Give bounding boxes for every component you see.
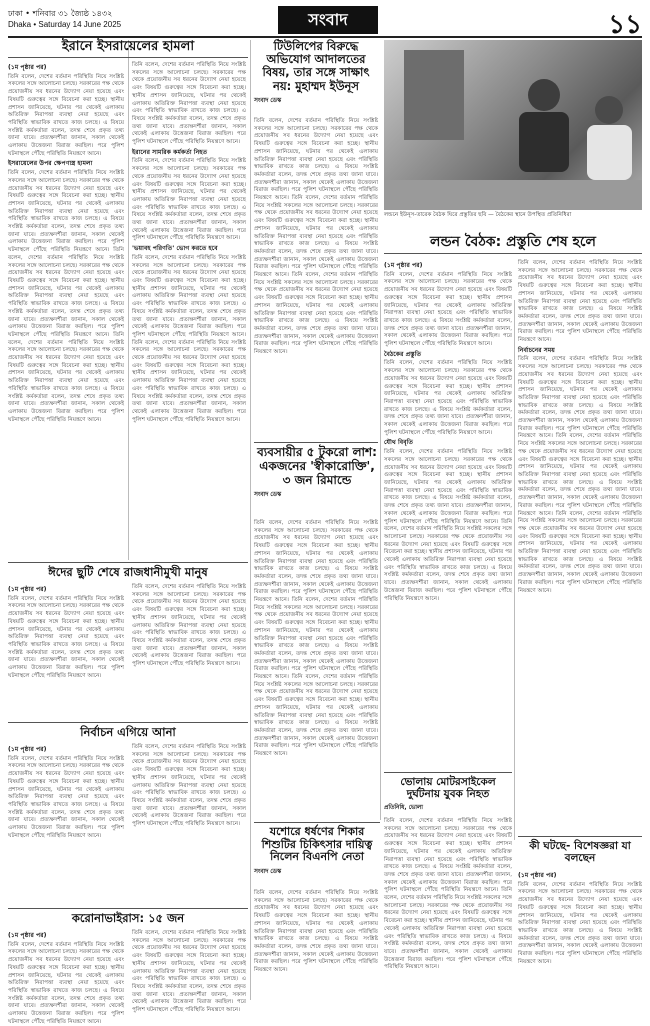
article-london-column-2 <box>518 260 642 834</box>
body-text: তিনি বলেন, দেশের বর্তমান পরিস্থিতি নিয়ে সংশ্লিষ্ট সকলের সঙ্গে আলোচনা চলছে। সরকারের পক্ষ থেকে প্রয়োজনীয় সব ধরনের উদ্যোগ নেয়া হয়েছে এবং বিষয়টি গুরুত্বের সঙ্গে বিবেচনা করা হচ্ছে। স্থানীয় প্রশাসন জানিয়েছে, ঘটনার পর থেকেই এলাকায় অতিরিক্ত নিরাপত্তা ব্যবস্থা নেয়া হয়েছে এবং পরিস্থিতি স্বাভাবিক রাখতে কাজ চলছে। এ বিষয়ে সংশ্লিষ্ট কর্মকর্তারা বলেন, তদন্ত শেষে প্রকৃত তথ্য জানা যাবে। প্রত্যক্ষদর্শীরা জানান, সকাল থেকেই এলাকায় উত্তেজনা বিরাজ করছিল। পরে পুলিশ ঘটনাস্থলে পৌঁছে পরিস্থিতি নিয়ন্ত্রণে আনে। <box>8 755 124 839</box>
article-sacks <box>254 446 380 500</box>
headline: ইরানে ইসরায়েলের হামলা <box>8 40 248 58</box>
article-eid-column-1 <box>8 584 124 720</box>
continued-label: (১ম পৃষ্ঠার পর) <box>8 932 47 939</box>
article-eid-column-2 <box>132 584 246 720</box>
article-bhola-column-1 <box>384 818 512 1006</box>
photo-illustration <box>384 40 642 210</box>
body-text: তিনি বলেন, দেশের বর্তমান পরিস্থিতি নিয়ে সংশ্লিষ্ট সকলের সঙ্গে আলোচনা চলছে। সরকারের পক্ষ থেকে প্রয়োজনীয় সব ধরনের উদ্যোগ নেয়া হয়েছে এবং বিষয়টি গুরুত্বের সঙ্গে বিবেচনা করা হচ্ছে। স্থানীয় প্রশাসন জানিয়েছে, ঘটনার পর থেকেই এলাকায় অতিরিক্ত নিরাপত্তা ব্যবস্থা নেয়া হয়েছে এবং পরিস্থিতি স্বাভাবিক রাখতে কাজ চলছে। এ বিষয়ে সংশ্লিষ্ট কর্মকর্তারা বলেন, তদন্ত শেষে প্রকৃত তথ্য জানা যাবে। প্রত্যক্ষদর্শীরা জানান, সকাল থেকেই এলাকায় উত্তেজনা বিরাজ করছিল। পরে পুলিশ ঘটনাস্থলে পৌঁছে পরিস্থিতি নিয়ন্ত্রণে আনে। <box>384 271 512 348</box>
article-sacks-column-1 <box>254 520 378 820</box>
dateline-english: Dhaka • Saturday 14 June 2025 <box>8 20 122 29</box>
body-text: তিনি বলেন, দেশের বর্তমান পরিস্থিতি নিয়ে সংশ্লিষ্ট সকলের সঙ্গে আলোচনা চলছে। সরকারের পক্ষ থেকে প্রয়োজনীয় সব ধরনের উদ্যোগ নেয়া হয়েছে এবং বিষয়টি গুরুত্বের সঙ্গে বিবেচনা করা হচ্ছে। স্থানীয় প্রশাসন জানিয়েছে, ঘটনার পর থেকেই এলাকায় অতিরিক্ত নিরাপত্তা ব্যবস্থা নেয়া হয়েছে এবং পরিস্থিতি স্বাভাবিক রাখতে কাজ চলছে। এ বিষয়ে সংশ্লিষ্ট কর্মকর্তারা বলেন, তদন্ত শেষে প্রকৃত তথ্য জানা যাবে। প্রত্যক্ষদর্শীরা জানান, সকাল থেকেই এলাকায় উত্তেজনা বিরাজ করছিল। পরে পুলিশ ঘটনাস্থলে পৌঁছে পরিস্থিতি নিয়ন্ত্রণে আনে। <box>132 744 246 828</box>
byline: সংবাদ ডেস্ক <box>254 97 282 104</box>
section-divider <box>8 908 248 909</box>
article-covid-column-1 <box>8 930 124 1025</box>
body-text: তিনি বলেন, দেশের বর্তমান পরিস্থিতি নিয়ে সংশ্লিষ্ট সকলের সঙ্গে আলোচনা চলছে। সরকারের পক্ষ থেকে প্রয়োজনীয় সব ধরনের উদ্যোগ নেয়া হয়েছে এবং বিষয়টি গুরুত্বের সঙ্গে বিবেচনা করা হচ্ছে। স্থানীয় প্রশাসন জানিয়েছে, ঘটনার পর থেকেই এলাকায় অতিরিক্ত নিরাপত্তা ব্যবস্থা নেয়া হয়েছে এবং পরিস্থিতি স্বাভাবিক রাখতে কাজ চলছে। এ বিষয়ে সংশ্লিষ্ট কর্মকর্তারা বলেন, তদন্ত শেষে প্রকৃত তথ্য জানা যাবে। প্রত্যক্ষদর্শীরা জানান, সকাল থেকেই এলাকায় উত্তেজনা বিরাজ করছিল। পরে পুলিশ ঘটনাস্থলে পৌঁছে পরিস্থিতি নিয়ন্ত্রণে আনে। <box>8 595 124 679</box>
body-text: তিনি বলেন, দেশের বর্তমান পরিস্থিতি নিয়ে সংশ্লিষ্ট সকলের সঙ্গে আলোচনা চলছে। সরকারের পক্ষ থেকে প্রয়োজনীয় সব ধরনের উদ্যোগ নেয়া হয়েছে এবং বিষয়টি গুরুত্বের সঙ্গে বিবেচনা করা হচ্ছে। স্থানীয় প্রশাসন জানিয়েছে, ঘটনার পর থেকেই এলাকায় অতিরিক্ত নিরাপত্তা ব্যবস্থা নেয়া হয়েছে এবং পরিস্থিতি স্বাভাবিক রাখতে কাজ চলছে। এ বিষয়ে সংশ্লিষ্ট কর্মকর্তারা বলেন, তদন্ত শেষে প্রকৃত তথ্য জানা যাবে। প্রত্যক্ষদর্শীরা জানান, সকাল থেকেই এলাকায় উত্তেজনা বিরাজ করছিল। পরে পুলিশ ঘটনাস্থলে পৌঁছে পরিস্থিতি নিয়ন্ত্রণে আনে। <box>254 674 379 758</box>
body-text: তিনি বলেন, দেশের বর্তমান পরিস্থিতি নিয়ে সংশ্লিষ্ট সকলের সঙ্গে আলোচনা চলছে। সরকারের পক্ষ থেকে প্রয়োজনীয় সব ধরনের উদ্যোগ নেয়া হয়েছে এবং বিষয়টি গুরুত্বের সঙ্গে বিবেচনা করা হচ্ছে। স্থানীয় প্রশাসন জানিয়েছে, ঘটনার পর থেকেই এলাকায় অতিরিক্ত নিরাপত্তা ব্যবস্থা নেয়া হয়েছে এবং পরিস্থিতি স্বাভাবিক রাখতে কাজ চলছে। এ বিষয়ে সংশ্লিষ্ট কর্মকর্তারা বলেন, তদন্ত শেষে প্রকৃত তথ্য জানা যাবে। প্রত্যক্ষদর্শীরা জানান, সকাল থেকেই এলাকায় উত্তেজনা বিরাজ করছিল। পরে পুলিশ ঘটনাস্থলে পৌঁছে পরিস্থিতি নিয়ন্ত্রণে আনে। <box>132 158 246 242</box>
article-london-column-1 <box>384 260 512 770</box>
subheading: ইসরায়েলের উপর ক্ষেপণাস্ত্র হামলা <box>8 160 93 168</box>
subheading: ইরানের সামরিক কর্মকর্তা নিহত <box>132 148 208 156</box>
body-text: তিনি বলেন, দেশের বর্তমান পরিস্থিতি নিয়ে সংশ্লিষ্ট সকলের সঙ্গে আলোচনা চলছে। সরকারের পক্ষ থেকে প্রয়োজনীয় সব ধরনের উদ্যোগ নেয়া হয়েছে এবং বিষয়টি গুরুত্বের সঙ্গে বিবেচনা করা হচ্ছে। স্থানীয় প্রশাসন জানিয়েছে, ঘটনার পর থেকেই এলাকায় অতিরিক্ত নিরাপত্তা ব্যবস্থা নেয়া হয়েছে এবং পরিস্থিতি স্বাভাবিক রাখতে কাজ চলছে। এ বিষয়ে সংশ্লিষ্ট কর্মকর্তারা বলেন, তদন্ত শেষে প্রকৃত তথ্য জানা যাবে। প্রত্যক্ষদর্শীরা জানান, সকাল থেকেই এলাকায় উত্তেজনা বিরাজ করছিল। পরে পুলিশ ঘটনাস্থলে পৌঁছে পরিস্থিতি নিয়ন্ত্রণে আনে। <box>8 941 124 1025</box>
body-text: তিনি বলেন, দেশের বর্তমান পরিস্থিতি নিয়ে সংশ্লিষ্ট সকলের সঙ্গে আলোচনা চলছে। সরকারের পক্ষ থেকে প্রয়োজনীয় সব ধরনের উদ্যোগ নেয়া হয়েছে এবং বিষয়টি গুরুত্বের সঙ্গে বিবেচনা করা হচ্ছে। স্থানীয় প্রশাসন জানিয়েছে, ঘটনার পর থেকেই এলাকায় অতিরিক্ত নিরাপত্তা ব্যবস্থা নেয়া হয়েছে এবং পরিস্থিতি স্বাভাবিক রাখতে কাজ চলছে। এ বিষয়ে সংশ্লিষ্ট কর্মকর্তারা বলেন, তদন্ত শেষে প্রকৃত তথ্য জানা যাবে। প্রত্যক্ষদর্শীরা জানান, সকাল থেকেই এলাকায় উত্তেজনা বিরাজ করছিল। পরে পুলিশ ঘটনাস্থলে পৌঁছে পরিস্থিতি নিয়ন্ত্রণে আনে। <box>518 260 642 344</box>
continued-label: (১ম পৃষ্ঠার পর) <box>518 872 557 879</box>
body-text: তিনি বলেন, দেশের বর্তমান পরিস্থিতি নিয়ে সংশ্লিষ্ট সকলের সঙ্গে আলোচনা চলছে। সরকারের পক্ষ থেকে প্রয়োজনীয় সব ধরনের উদ্যোগ নেয়া হয়েছে এবং বিষয়টি গুরুত্বের সঙ্গে বিবেচনা করা হচ্ছে। স্থানীয় প্রশাসন জানিয়েছে, ঘটনার পর থেকেই এলাকায় অতিরিক্ত নিরাপত্তা ব্যবস্থা নেয়া হয়েছে এবং পরিস্থিতি স্বাভাবিক রাখতে কাজ চলছে। এ বিষয়ে সংশ্লিষ্ট কর্মকর্তারা বলেন, তদন্ত শেষে প্রকৃত তথ্য জানা যাবে। প্রত্যক্ষদর্শীরা জানান, সকাল থেকেই এলাকায় উত্তেজনা বিরাজ করছিল। পরে পুলিশ ঘটনাস্থলে পৌঁছে পরিস্থিতি নিয়ন্ত্রণে আনে। <box>518 510 643 594</box>
body-text: তিনি বলেন, দেশের বর্তমান পরিস্থিতি নিয়ে সংশ্লিষ্ট সকলের সঙ্গে আলোচনা চলছে। সরকারের পক্ষ থেকে প্রয়োজনীয় সব ধরনের উদ্যোগ নেয়া হয়েছে এবং বিষয়টি গুরুত্বের সঙ্গে বিবেচনা করা হচ্ছে। স্থানীয় প্রশাসন জানিয়েছে, ঘটনার পর থেকেই এলাকায় অতিরিক্ত নিরাপত্তা ব্যবস্থা নেয়া হয়েছে এবং পরিস্থিতি স্বাভাবিক রাখতে কাজ চলছে। এ বিষয়ে সংশ্লিষ্ট কর্মকর্তারা বলেন, তদন্ত শেষে প্রকৃত তথ্য জানা যাবে। প্রত্যক্ষদর্শীরা জানান, সকাল থেকেই এলাকায় উত্তেজনা বিরাজ করছিল। পরে পুলিশ ঘটনাস্থলে পৌঁছে পরিস্থিতি নিয়ন্ত্রণে আনে। <box>384 887 512 971</box>
body-text: তিনি বলেন, দেশের বর্তমান পরিস্থিতি নিয়ে সংশ্লিষ্ট সকলের সঙ্গে আলোচনা চলছে। সরকারের পক্ষ থেকে প্রয়োজনীয় সব ধরনের উদ্যোগ নেয়া হয়েছে এবং বিষয়টি গুরুত্বের সঙ্গে বিবেচনা করা হচ্ছে। স্থানীয় প্রশাসন জানিয়েছে, ঘটনার পর থেকেই এলাকায় অতিরিক্ত নিরাপত্তা ব্যবস্থা নেয়া হয়েছে এবং পরিস্থিতি স্বাভাবিক রাখতে কাজ চলছে। এ বিষয়ে সংশ্লিষ্ট কর্মকর্তারা বলেন, তদন্ত শেষে প্রকৃত তথ্য জানা যাবে। প্রত্যক্ষদর্শীরা জানান, সকাল থেকেই এলাকায় উত্তেজনা বিরাজ করছিল। পরে পুলিশ ঘটনাস্থলে পৌঁছে পরিস্থিতি নিয়ন্ত্রণে আনে। <box>132 62 246 146</box>
body-text: তিনি বলেন, দেশের বর্তমান পরিস্থিতি নিয়ে সংশ্লিষ্ট সকলের সঙ্গে আলোচনা চলছে। সরকারের পক্ষ থেকে প্রয়োজনীয় সব ধরনের উদ্যোগ নেয়া হয়েছে এবং বিষয়টি গুরুত্বের সঙ্গে বিবেচনা করা হচ্ছে। স্থানীয় প্রশাসন জানিয়েছে, ঘটনার পর থেকেই এলাকায় অতিরিক্ত নিরাপত্তা ব্যবস্থা নেয়া হয়েছে এবং পরিস্থিতি স্বাভাবিক রাখতে কাজ চলছে। এ বিষয়ে সংশ্লিষ্ট কর্মকর্তারা বলেন, তদন্ত শেষে প্রকৃত তথ্য জানা যাবে। প্রত্যক্ষদর্শীরা জানান, সকাল থেকেই এলাকায় উত্তেজনা বিরাজ করছিল। পরে পুলিশ ঘটনাস্থলে পৌঁছে পরিস্থিতি নিয়ন্ত্রণে আনে। <box>384 518 512 602</box>
continued-label: (১ম পৃষ্ঠার পর) <box>8 746 47 753</box>
byline: সংবাদ ডেস্ক <box>254 492 282 499</box>
body-text: তিনি বলেন, দেশের বর্তমান পরিস্থিতি নিয়ে সংশ্লিষ্ট সকলের সঙ্গে আলোচনা চলছে। সরকারের পক্ষ থেকে প্রয়োজনীয় সব ধরনের উদ্যোগ নেয়া হয়েছে এবং বিষয়টি গুরুত্বের সঙ্গে বিবেচনা করা হচ্ছে। স্থানীয় প্রশাসন জানিয়েছে, ঘটনার পর থেকেই এলাকায় অতিরিক্ত নিরাপত্তা ব্যবস্থা নেয়া হয়েছে এবং পরিস্থিতি স্বাভাবিক রাখতে কাজ চলছে। এ বিষয়ে সংশ্লিষ্ট কর্মকর্তারা বলেন, তদন্ত শেষে প্রকৃত তথ্য জানা যাবে। প্রত্যক্ষদর্শীরা জানান, সকাল থেকেই এলাকায় উত্তেজনা বিরাজ করছিল। পরে পুলিশ ঘটনাস্থলে পৌঁছে পরিস্থিতি নিয়ন্ত্রণে আনে। <box>518 356 642 440</box>
section-divider <box>254 822 380 823</box>
article-iran <box>8 40 248 58</box>
page-number: ১১ <box>608 10 642 40</box>
subheading: যৌথ বিবৃতি <box>384 439 414 447</box>
continued-label: (১ম পৃষ্ঠার পর) <box>384 262 423 269</box>
byline: প্রতিনিধি, ভোলা <box>384 805 423 812</box>
column-rule <box>128 40 129 560</box>
article-election <box>8 726 248 739</box>
headline: যশোরে ধর্ষণের শিকার শিশুটির চিকিৎসার দায়িত্ব নিলেন বিএনপি নেতা <box>261 825 373 864</box>
body-text: তিনি বলেন, দেশের বর্তমান পরিস্থিতি নিয়ে সংশ্লিষ্ট সকলের সঙ্গে আলোচনা চলছে। সরকারের পক্ষ থেকে প্রয়োজনীয় সব ধরনের উদ্যোগ নেয়া হয়েছে এবং বিষয়টি গুরুত্বের সঙ্গে বিবেচনা করা হচ্ছে। স্থানীয় প্রশাসন জানিয়েছে, ঘটনার পর থেকেই এলাকায় অতিরিক্ত নিরাপত্তা ব্যবস্থা নেয়া হয়েছে এবং পরিস্থিতি স্বাভাবিক রাখতে কাজ চলছে। এ বিষয়ে সংশ্লিষ্ট কর্মকর্তারা বলেন, তদন্ত শেষে প্রকৃত তথ্য জানা যাবে। প্রত্যক্ষদর্শীরা জানান, সকাল থেকেই এলাকায় উত্তেজনা বিরাজ করছিল। পরে পুলিশ ঘটনাস্থলে পৌঁছে পরিস্থিতি নিয়ন্ত্রণে আনে। <box>254 597 379 681</box>
headline: কী ঘটছে- বিশেষজ্ঞরা যা বলছেন <box>529 840 631 865</box>
section-divider <box>384 772 512 773</box>
headline: নির্বাচন এগিয়ে আনা <box>80 725 176 739</box>
body-text: তিনি বলেন, দেশের বর্তমান পরিস্থিতি নিয়ে সংশ্লিষ্ট সকলের সঙ্গে আলোচনা চলছে। সরকারের পক্ষ থেকে প্রয়োজনীয় সব ধরনের উদ্যোগ নেয়া হয়েছে এবং বিষয়টি গুরুত্বের সঙ্গে বিবেচনা করা হচ্ছে। স্থানীয় প্রশাসন জানিয়েছে, ঘটনার পর থেকেই এলাকায় অতিরিক্ত নিরাপত্তা ব্যবস্থা নেয়া হয়েছে এবং পরিস্থিতি স্বাভাবিক রাখতে কাজ চলছে। এ বিষয়ে সংশ্লিষ্ট কর্মকর্তারা বলেন, তদন্ত শেষে প্রকৃত তথ্য জানা যাবে। প্রত্যক্ষদর্শীরা জানান, সকাল থেকেই এলাকায় উত্তেজনা বিরাজ করছিল। পরে পুলিশ ঘটনাস্থলে পৌঁছে পরিস্থিতি নিয়ন্ত্রণে আনে। <box>132 254 246 338</box>
headline: লন্ডন বৈঠক: প্রস্তুতি শেষ হলে <box>384 234 642 254</box>
body-text: তিনি বলেন, দেশের বর্তমান পরিস্থিতি নিয়ে সংশ্লিষ্ট সকলের সঙ্গে আলোচনা চলছে। সরকারের পক্ষ থেকে প্রয়োজনীয় সব ধরনের উদ্যোগ নেয়া হয়েছে এবং বিষয়টি গুরুত্বের সঙ্গে বিবেচনা করা হচ্ছে। স্থানীয় প্রশাসন জানিয়েছে, ঘটনার পর থেকেই এলাকায় অতিরিক্ত নিরাপত্তা ব্যবস্থা নেয়া হয়েছে এবং পরিস্থিতি স্বাভাবিক রাখতে কাজ চলছে। এ বিষয়ে সংশ্লিষ্ট কর্মকর্তারা বলেন, তদন্ত শেষে প্রকৃত তথ্য জানা যাবে। প্রত্যক্ষদর্শীরা জানান, সকাল থেকেই এলাকায় উত্তেজনা বিরাজ করছিল। পরে পুলিশ ঘটনাস্থলে পৌঁছে পরিস্থিতি নিয়ন্ত্রণে আনে। <box>132 339 246 423</box>
article-jessore <box>254 826 380 877</box>
byline: সংবাদ ডেস্ক <box>254 868 282 875</box>
body-text: তিনি বলেন, দেশের বর্তমান পরিস্থিতি নিয়ে সংশ্লিষ্ট সকলের সঙ্গে আলোচনা চলছে। সরকারের পক্ষ থেকে প্রয়োজনীয় সব ধরনের উদ্যোগ নেয়া হয়েছে এবং বিষয়টি গুরুত্বের সঙ্গে বিবেচনা করা হচ্ছে। স্থানীয় প্রশাসন জানিয়েছে, ঘটনার পর থেকেই এলাকায় অতিরিক্ত নিরাপত্তা ব্যবস্থা নেয়া হয়েছে এবং পরিস্থিতি স্বাভাবিক রাখতে কাজ চলছে। এ বিষয়ে সংশ্লিষ্ট কর্মকর্তারা বলেন, তদন্ত শেষে প্রকৃত তথ্য জানা যাবে। প্রত্যক্ষদর্শীরা জানান, সকাল থেকেই এলাকায় উত্তেজনা বিরাজ করছিল। পরে পুলিশ ঘটনাস্থলে পৌঁছে পরিস্থিতি নিয়ন্ত্রণে আনে। <box>518 433 643 517</box>
article-tribunal <box>254 40 378 106</box>
photo-caption: লন্ডনে ইউনূস-তারেক বৈঠক ঘিরে প্রস্তুতির ছবি — বৈঠকের স্থানে উপস্থিত প্রতিনিধিরা <box>384 212 572 218</box>
continued-label: (১ম পৃষ্ঠার পর) <box>8 64 47 71</box>
article-eid <box>8 566 248 579</box>
subheading: 'ভয়াবহ পরিণতি' ভোগ করতে হবে <box>132 245 218 253</box>
article-election-column-1 <box>8 744 124 906</box>
headline: ভোলায় মোটরসাইকেল দুর্ঘটনায় যুবক নিহত <box>400 776 496 801</box>
headline: ব্যবসায়ীর ৫ টুকরো লাশ: একজনের 'স্বীকারোক্তি', ৩ জন রিমান্ডে <box>257 445 377 487</box>
headline: টিউলিপের বিরুদ্ধে অভিযোগ আদালতের বিষয়, তার সঙ্গে সাক্ষাৎ নয়: মুহাম্মদ ইউনূস <box>262 39 370 93</box>
body-text: তিনি বলেন, দেশের বর্তমান পরিস্থিতি নিয়ে সংশ্লিষ্ট সকলের সঙ্গে আলোচনা চলছে। সরকারের পক্ষ থেকে প্রয়োজনীয় সব ধরনের উদ্যোগ নেয়া হয়েছে এবং বিষয়টি গুরুত্বের সঙ্গে বিবেচনা করা হচ্ছে। স্থানীয় প্রশাসন জানিয়েছে, ঘটনার পর থেকেই এলাকায় অতিরিক্ত নিরাপত্তা ব্যবস্থা নেয়া হয়েছে এবং পরিস্থিতি স্বাভাবিক রাখতে কাজ চলছে। এ বিষয়ে সংশ্লিষ্ট কর্মকর্তারা বলেন, তদন্ত শেষে প্রকৃত তথ্য জানা যাবে। প্রত্যক্ষদর্শীরা জানান, সকাল থেকেই এলাকায় উত্তেজনা বিরাজ করছিল। পরে পুলিশ ঘটনাস্থলে পৌঁছে পরিস্থিতি নিয়ন্ত্রণে আনে। <box>8 73 124 157</box>
body-text: তিনি বলেন, দেশের বর্তমান পরিস্থিতি নিয়ে সংশ্লিষ্ট সকলের সঙ্গে আলোচনা চলছে। সরকারের পক্ষ থেকে প্রয়োজনীয় সব ধরনের উদ্যোগ নেয়া হয়েছে এবং বিষয়টি গুরুত্বের সঙ্গে বিবেচনা করা হচ্ছে। স্থানীয় প্রশাসন জানিয়েছে, ঘটনার পর থেকেই এলাকায় অতিরিক্ত নিরাপত্তা ব্যবস্থা নেয়া হয়েছে এবং পরিস্থিতি স্বাভাবিক রাখতে কাজ চলছে। এ বিষয়ে সংশ্লিষ্ট কর্মকর্তারা বলেন, তদন্ত শেষে প্রকৃত তথ্য জানা যাবে। প্রত্যক্ষদর্শীরা জানান, সকাল থেকেই এলাকায় উত্তেজনা বিরাজ করছিল। পরে পুলিশ ঘটনাস্থলে পৌঁছে পরিস্থিতি নিয়ন্ত্রণে আনে। <box>254 118 378 202</box>
article-iran-column-1 <box>8 62 124 558</box>
subheading: বৈঠকের প্রস্তুতি <box>384 350 422 358</box>
column-rule <box>514 300 515 840</box>
article-covid-column-2 <box>132 930 246 1014</box>
body-text: তিনি বলেন, দেশের বর্তমান পরিস্থিতি নিয়ে সংশ্লিষ্ট সকলের সঙ্গে আলোচনা চলছে। সরকারের পক্ষ থেকে প্রয়োজনীয় সব ধরনের উদ্যোগ নেয়া হয়েছে এবং বিষয়টি গুরুত্বের সঙ্গে বিবেচনা করা হচ্ছে। স্থানীয় প্রশাসন জানিয়েছে, ঘটনার পর থেকেই এলাকায় অতিরিক্ত নিরাপত্তা ব্যবস্থা নেয়া হয়েছে এবং পরিস্থিতি স্বাভাবিক রাখতে কাজ চলছে। এ বিষয়ে সংশ্লিষ্ট কর্মকর্তারা বলেন, তদন্ত শেষে প্রকৃত তথ্য জানা যাবে। প্রত্যক্ষদর্শীরা জানান, সকাল থেকেই এলাকায় উত্তেজনা বিরাজ করছিল। পরে পুলিশ ঘটনাস্থলে পৌঁছে পরিস্থিতি নিয়ন্ত্রণে আনে। <box>384 449 512 525</box>
body-text: তিনি বলেন, দেশের বর্তমান পরিস্থিতি নিয়ে সংশ্লিষ্ট সকলের সঙ্গে আলোচনা চলছে। সরকারের পক্ষ থেকে প্রয়োজনীয় সব ধরনের উদ্যোগ নেয়া হয়েছে এবং বিষয়টি গুরুত্বের সঙ্গে বিবেচনা করা হচ্ছে। স্থানীয় প্রশাসন জানিয়েছে, ঘটনার পর থেকেই এলাকায় অতিরিক্ত নিরাপত্তা ব্যবস্থা নেয়া হয়েছে এবং পরিস্থিতি স্বাভাবিক রাখতে কাজ চলছে। এ বিষয়ে সংশ্লিষ্ট কর্মকর্তারা বলেন, তদন্ত শেষে প্রকৃত তথ্য জানা যাবে। প্রত্যক্ষদর্শীরা জানান, সকাল থেকেই এলাকায় উত্তেজনা বিরাজ করছিল। পরে পুলিশ ঘটনাস্থলে পৌঁছে পরিস্থিতি নিয়ন্ত্রণে আনে। <box>254 520 378 604</box>
dateline-bengali: ঢাকা • শনিবার ৩১ জ্যৈষ্ঠ ১৪৩২ <box>8 9 113 18</box>
body-text: তিনি বলেন, দেশের বর্তমান পরিস্থিতি নিয়ে সংশ্লিষ্ট সকলের সঙ্গে আলোচনা চলছে। সরকারের পক্ষ থেকে প্রয়োজনীয় সব ধরনের উদ্যোগ নেয়া হয়েছে এবং বিষয়টি গুরুত্বের সঙ্গে বিবেচনা করা হচ্ছে। স্থানীয় প্রশাসন জানিয়েছে, ঘটনার পর থেকেই এলাকায় অতিরিক্ত নিরাপত্তা ব্যবস্থা নেয়া হয়েছে এবং পরিস্থিতি স্বাভাবিক রাখতে কাজ চলছে। এ বিষয়ে সংশ্লিষ্ট কর্মকর্তারা বলেন, তদন্ত শেষে প্রকৃত তথ্য জানা যাবে। প্রত্যক্ষদর্শীরা জানান, সকাল থেকেই এলাকায় উত্তেজনা বিরাজ করছিল। পরে পুলিশ ঘটনাস্থলে পৌঁছে পরিস্থিতি নিয়ন্ত্রণে আনে। <box>384 818 512 894</box>
article-london <box>384 234 642 254</box>
section-divider <box>8 562 248 563</box>
article-experts <box>518 840 642 864</box>
body-text: তিনি বলেন, দেশের বর্তমান পরিস্থিতি নিয়ে সংশ্লিষ্ট সকলের সঙ্গে আলোচনা চলছে। সরকারের পক্ষ থেকে প্রয়োজনীয় সব ধরনের উদ্যোগ নেয়া হয়েছে এবং বিষয়টি গুরুত্বের সঙ্গে বিবেচনা করা হচ্ছে। স্থানীয় প্রশাসন জানিয়েছে, ঘটনার পর থেকেই এলাকায় অতিরিক্ত নিরাপত্তা ব্যবস্থা নেয়া হয়েছে এবং পরিস্থিতি স্বাভাবিক রাখতে কাজ চলছে। এ বিষয়ে সংশ্লিষ্ট কর্মকর্তারা বলেন, তদন্ত শেষে প্রকৃত তথ্য জানা যাবে। প্রত্যক্ষদর্শীরা জানান, সকাল থেকেই এলাকায় উত্তেজনা বিরাজ করছিল। পরে পুলিশ ঘটনাস্থলে পৌঁছে পরিস্থিতি নিয়ন্ত্রণে আনে। <box>8 331 124 423</box>
body-text: তিনি বলেন, দেশের বর্তমান পরিস্থিতি নিয়ে সংশ্লিষ্ট সকলের সঙ্গে আলোচনা চলছে। সরকারের পক্ষ থেকে প্রয়োজনীয় সব ধরনের উদ্যোগ নেয়া হয়েছে এবং বিষয়টি গুরুত্বের সঙ্গে বিবেচনা করা হচ্ছে। স্থানীয় প্রশাসন জানিয়েছে, ঘটনার পর থেকেই এলাকায় অতিরিক্ত নিরাপত্তা ব্যবস্থা নেয়া হয়েছে এবং পরিস্থিতি স্বাভাবিক রাখতে কাজ চলছে। এ বিষয়ে সংশ্লিষ্ট কর্মকর্তারা বলেন, তদন্ত শেষে প্রকৃত তথ্য জানা যাবে। প্রত্যক্ষদর্শীরা জানান, সকাল থেকেই এলাকায় উত্তেজনা বিরাজ করছিল। পরে পুলিশ ঘটনাস্থলে পৌঁছে পরিস্থিতি নিয়ন্ত্রণে আনে। <box>518 881 642 965</box>
body-text: তিনি বলেন, দেশের বর্তমান পরিস্থিতি নিয়ে সংশ্লিষ্ট সকলের সঙ্গে আলোচনা চলছে। সরকারের পক্ষ থেকে প্রয়োজনীয় সব ধরনের উদ্যোগ নেয়া হয়েছে এবং বিষয়টি গুরুত্বের সঙ্গে বিবেচনা করা হচ্ছে। স্থানীয় প্রশাসন জানিয়েছে, ঘটনার পর থেকেই এলাকায় অতিরিক্ত নিরাপত্তা ব্যবস্থা নেয়া হয়েছে এবং পরিস্থিতি স্বাভাবিক রাখতে কাজ চলছে। এ বিষয়ে সংশ্লিষ্ট কর্মকর্তারা বলেন, তদন্ত শেষে প্রকৃত তথ্য জানা যাবে। প্রত্যক্ষদর্শীরা জানান, সকাল থেকেই এলাকায় উত্তেজনা বিরাজ করছিল। পরে পুলিশ ঘটনাস্থলে পৌঁছে পরিস্থিতি নিয়ন্ত্রণে আনে। <box>8 247 124 338</box>
article-jessore-column-1 <box>254 890 378 1006</box>
subheading: নির্বাচনের সময় <box>518 346 555 354</box>
news-photo <box>384 40 642 210</box>
masthead-logo: সংবাদ <box>278 6 378 34</box>
headline: করোনাভাইরাস: ১৫ জন <box>71 911 185 925</box>
headline: ঈদের ছুটি শেষে রাজধানীমুখী মানুষ <box>48 565 208 579</box>
body-text: তিনি বলেন, দেশের বর্তমান পরিস্থিতি নিয়ে সংশ্লিষ্ট সকলের সঙ্গে আলোচনা চলছে। সরকারের পক্ষ থেকে প্রয়োজনীয় সব ধরনের উদ্যোগ নেয়া হয়েছে এবং বিষয়টি গুরুত্বের সঙ্গে বিবেচনা করা হচ্ছে। স্থানীয় প্রশাসন জানিয়েছে, ঘটনার পর থেকেই এলাকায় অতিরিক্ত নিরাপত্তা ব্যবস্থা নেয়া হয়েছে এবং পরিস্থিতি স্বাভাবিক রাখতে কাজ চলছে। এ বিষয়ে সংশ্লিষ্ট কর্মকর্তারা বলেন, তদন্ত শেষে প্রকৃত তথ্য জানা যাবে। প্রত্যক্ষদর্শীরা জানান, সকাল থেকেই এলাকায় উত্তেজনা বিরাজ করছিল। পরে পুলিশ ঘটনাস্থলে পৌঁছে পরিস্থিতি নিয়ন্ত্রণে আনে। <box>8 170 124 254</box>
page-header <box>8 6 642 38</box>
body-text: তিনি বলেন, দেশের বর্তমান পরিস্থিতি নিয়ে সংশ্লিষ্ট সকলের সঙ্গে আলোচনা চলছে। সরকারের পক্ষ থেকে প্রয়োজনীয় সব ধরনের উদ্যোগ নেয়া হয়েছে এবং বিষয়টি গুরুত্বের সঙ্গে বিবেচনা করা হচ্ছে। স্থানীয় প্রশাসন জানিয়েছে, ঘটনার পর থেকেই এলাকায় অতিরিক্ত নিরাপত্তা ব্যবস্থা নেয়া হয়েছে এবং পরিস্থিতি স্বাভাবিক রাখতে কাজ চলছে। এ বিষয়ে সংশ্লিষ্ট কর্মকর্তারা বলেন, তদন্ত শেষে প্রকৃত তথ্য জানা যাবে। প্রত্যক্ষদর্শীরা জানান, সকাল থেকেই এলাকায় উত্তেজনা বিরাজ করছিল। পরে পুলিশ ঘটনাস্থলে পৌঁছে পরিস্থিতি নিয়ন্ত্রণে আনে। <box>132 930 246 1014</box>
body-text: তিনি বলেন, দেশের বর্তমান পরিস্থিতি নিয়ে সংশ্লিষ্ট সকলের সঙ্গে আলোচনা চলছে। সরকারের পক্ষ থেকে প্রয়োজনীয় সব ধরনের উদ্যোগ নেয়া হয়েছে এবং বিষয়টি গুরুত্বের সঙ্গে বিবেচনা করা হচ্ছে। স্থানীয় প্রশাসন জানিয়েছে, ঘটনার পর থেকেই এলাকায় অতিরিক্ত নিরাপত্তা ব্যবস্থা নেয়া হয়েছে এবং পরিস্থিতি স্বাভাবিক রাখতে কাজ চলছে। এ বিষয়ে সংশ্লিষ্ট কর্মকর্তারা বলেন, তদন্ত শেষে প্রকৃত তথ্য জানা যাবে। প্রত্যক্ষদর্শীরা জানান, সকাল থেকেই এলাকায় উত্তেজনা বিরাজ করছিল। পরে পুলিশ ঘটনাস্থলে পৌঁছে পরিস্থিতি নিয়ন্ত্রণে আনে। <box>384 360 512 436</box>
article-iran-column-2 <box>132 62 246 558</box>
body-text: তিনি বলেন, দেশের বর্তমান পরিস্থিতি নিয়ে সংশ্লিষ্ট সকলের সঙ্গে আলোচনা চলছে। সরকারের পক্ষ থেকে প্রয়োজনীয় সব ধরনের উদ্যোগ নেয়া হয়েছে এবং বিষয়টি গুরুত্বের সঙ্গে বিবেচনা করা হচ্ছে। স্থানীয় প্রশাসন জানিয়েছে, ঘটনার পর থেকেই এলাকায় অতিরিক্ত নিরাপত্তা ব্যবস্থা নেয়া হয়েছে এবং পরিস্থিতি স্বাভাবিক রাখতে কাজ চলছে। এ বিষয়ে সংশ্লিষ্ট কর্মকর্তারা বলেন, তদন্ত শেষে প্রকৃত তথ্য জানা যাবে। প্রত্যক্ষদর্শীরা জানান, সকাল থেকেই এলাকায় উত্তেজনা বিরাজ করছিল। পরে পুলিশ ঘটনাস্থলে পৌঁছে পরিস্থিতি নিয়ন্ত্রণে আনে। <box>254 890 378 974</box>
column-rule <box>380 300 381 820</box>
article-experts-column-1 <box>518 870 642 1006</box>
continued-label: (১ম পৃষ্ঠার পর) <box>8 586 47 593</box>
section-divider <box>518 836 642 837</box>
body-text: তিনি বলেন, দেশের বর্তমান পরিস্থিতি নিয়ে সংশ্লিষ্ট সকলের সঙ্গে আলোচনা চলছে। সরকারের পক্ষ থেকে প্রয়োজনীয় সব ধরনের উদ্যোগ নেয়া হয়েছে এবং বিষয়টি গুরুত্বের সঙ্গে বিবেচনা করা হচ্ছে। স্থানীয় প্রশাসন জানিয়েছে, ঘটনার পর থেকেই এলাকায় অতিরিক্ত নিরাপত্তা ব্যবস্থা নেয়া হয়েছে এবং পরিস্থিতি স্বাভাবিক রাখতে কাজ চলছে। এ বিষয়ে সংশ্লিষ্ট কর্মকর্তারা বলেন, তদন্ত শেষে প্রকৃত তথ্য জানা যাবে। প্রত্যক্ষদর্শীরা জানান, সকাল থেকেই এলাকায় উত্তেজনা বিরাজ করছিল। পরে পুলিশ ঘটনাস্থলে পৌঁছে পরিস্থিতি নিয়ন্ত্রণে আনে। <box>132 584 246 668</box>
article-election-column-2 <box>132 744 246 906</box>
article-bhola <box>384 776 512 813</box>
body-text: তিনি বলেন, দেশের বর্তমান পরিস্থিতি নিয়ে সংশ্লিষ্ট সকলের সঙ্গে আলোচনা চলছে। সরকারের পক্ষ থেকে প্রয়োজনীয় সব ধরনের উদ্যোগ নেয়া হয়েছে এবং বিষয়টি গুরুত্বের সঙ্গে বিবেচনা করা হচ্ছে। স্থানীয় প্রশাসন জানিয়েছে, ঘটনার পর থেকেই এলাকায় অতিরিক্ত নিরাপত্তা ব্যবস্থা নেয়া হয়েছে এবং পরিস্থিতি স্বাভাবিক রাখতে কাজ চলছে। এ বিষয়ে সংশ্লিষ্ট কর্মকর্তারা বলেন, তদন্ত শেষে প্রকৃত তথ্য জানা যাবে। প্রত্যক্ষদর্শীরা জানান, সকাল থেকেই এলাকায় উত্তেজনা বিরাজ করছিল। পরে পুলিশ ঘটনাস্থলে পৌঁছে পরিস্থিতি নিয়ন্ত্রণে আনে। <box>254 195 379 279</box>
body-text: তিনি বলেন, দেশের বর্তমান পরিস্থিতি নিয়ে সংশ্লিষ্ট সকলের সঙ্গে আলোচনা চলছে। সরকারের পক্ষ থেকে প্রয়োজনীয় সব ধরনের উদ্যোগ নেয়া হয়েছে এবং বিষয়টি গুরুত্বের সঙ্গে বিবেচনা করা হচ্ছে। স্থানীয় প্রশাসন জানিয়েছে, ঘটনার পর থেকেই এলাকায় অতিরিক্ত নিরাপত্তা ব্যবস্থা নেয়া হয়েছে এবং পরিস্থিতি স্বাভাবিক রাখতে কাজ চলছে। এ বিষয়ে সংশ্লিষ্ট কর্মকর্তারা বলেন, তদন্ত শেষে প্রকৃত তথ্য জানা যাবে। প্রত্যক্ষদর্শীরা জানান, সকাল থেকেই এলাকায় উত্তেজনা বিরাজ করছিল। পরে পুলিশ ঘটনাস্থলে পৌঁছে পরিস্থিতি নিয়ন্ত্রণে আনে। <box>254 272 379 356</box>
section-divider <box>8 722 248 723</box>
article-tribunal-column-1 <box>254 118 378 438</box>
column-rule <box>250 40 251 1000</box>
section-divider <box>254 442 378 443</box>
article-covid <box>8 912 248 925</box>
